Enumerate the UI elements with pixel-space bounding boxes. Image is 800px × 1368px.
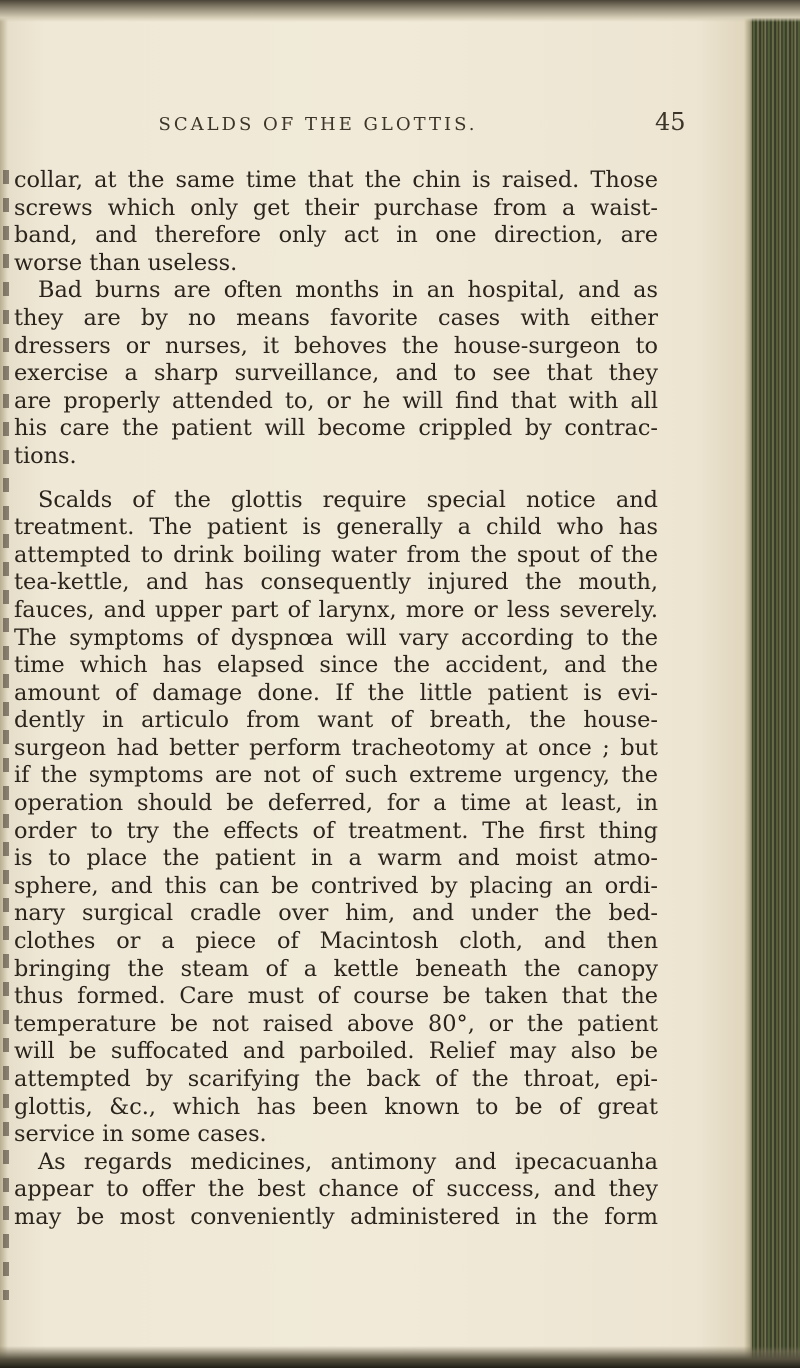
paragraph-gap — [14, 471, 658, 487]
text-line: service in some cases. — [14, 1121, 267, 1148]
text-line: exercise a sharp surveillance, and to see that they — [14, 360, 658, 387]
text-line: sphere, and this can be contrived by placing an ordi- — [14, 872, 658, 899]
text-line: clothes or a piece of Macintosh cloth, and then — [14, 928, 658, 955]
text-line: if the symptoms are not of such extreme urgency, the — [14, 762, 658, 789]
text-line: tea-kettle, and has consequently injured the mouth, — [14, 569, 658, 596]
text-line: his care the patient will become crippled by contrac- — [14, 415, 658, 442]
text-line: fauces, and upper part of larynx, more or less severely. — [14, 596, 658, 623]
text-line: thus formed. Care must of course be taken that the — [14, 983, 658, 1010]
bottom-edge-shadow — [0, 1346, 800, 1368]
paragraph-start-line: Bad burns are often months in an hospital, and as — [38, 277, 658, 304]
paragraph-start-line: As regards medicines, antimony and ipecacuanha — [38, 1148, 658, 1175]
text-line: The symptoms of dyspnœa will vary according to the — [14, 624, 658, 651]
text-line: they are by no means favorite cases with either — [14, 304, 658, 331]
text-line: tions. — [14, 442, 77, 469]
text-line: appear to offer the best chance of success, and they — [14, 1176, 658, 1203]
text-line: surgeon had better perform tracheotomy at once ; but — [14, 734, 658, 761]
text-line: temperature be not raised above 80°, or the patient — [14, 1010, 658, 1037]
text-line: screws which only get their purchase from a waist- — [14, 194, 658, 221]
text-line: is to place the patient in a warm and moist atmo- — [14, 845, 658, 872]
text-line: operation should be deferred, for a time at least, in — [14, 790, 658, 817]
text-line: nary surgical cradle over him, and under the bed- — [14, 900, 658, 927]
text-line: dently in articulo from want of breath, the house- — [14, 707, 658, 734]
paragraph-start-line: Scalds of the glottis require special notice and — [38, 486, 658, 513]
text-line: attempted by scarifying the back of the throat, epi- — [14, 1066, 658, 1092]
text-line: treatment. The patient is generally a child who has — [14, 514, 658, 541]
text-line: attempted to drink boiling water from the spout of the — [14, 541, 658, 568]
text-line: band, and therefore only act in one direction, are — [14, 222, 658, 249]
running-head: SCALDS OF THE GLOTTIS. — [158, 114, 478, 135]
top-edge-shadow — [0, 0, 800, 22]
text-line: order to try the effects of treatment. The first thing — [14, 817, 658, 844]
text-line: amount of damage done. If the little patient is evi- — [14, 679, 658, 706]
text-line: collar, at the same time that the chin is raised. Those — [14, 167, 658, 193]
text-line: dressers or nurses, it behoves the house-surgeon to — [14, 332, 658, 359]
page-number: 45 — [655, 108, 686, 136]
text-line: may be most conveniently administered in the form — [14, 1203, 658, 1230]
left-margin-edge — [3, 170, 9, 1300]
text-line: are properly attended to, or he will find that with all — [14, 387, 658, 414]
text-line: bringing the steam of a kettle beneath the canopy — [14, 955, 658, 982]
text-line: time which has elapsed since the accident, and the — [14, 652, 658, 679]
page-header — [0, 108, 756, 154]
book-spine — [752, 0, 800, 1368]
text-line: glottis, &c., which has been known to be of great — [14, 1093, 658, 1120]
text-line: worse than useless. — [14, 249, 238, 276]
body-text — [14, 167, 658, 1232]
text-line: will be suffocated and parboiled. Relief may also be — [14, 1038, 658, 1065]
